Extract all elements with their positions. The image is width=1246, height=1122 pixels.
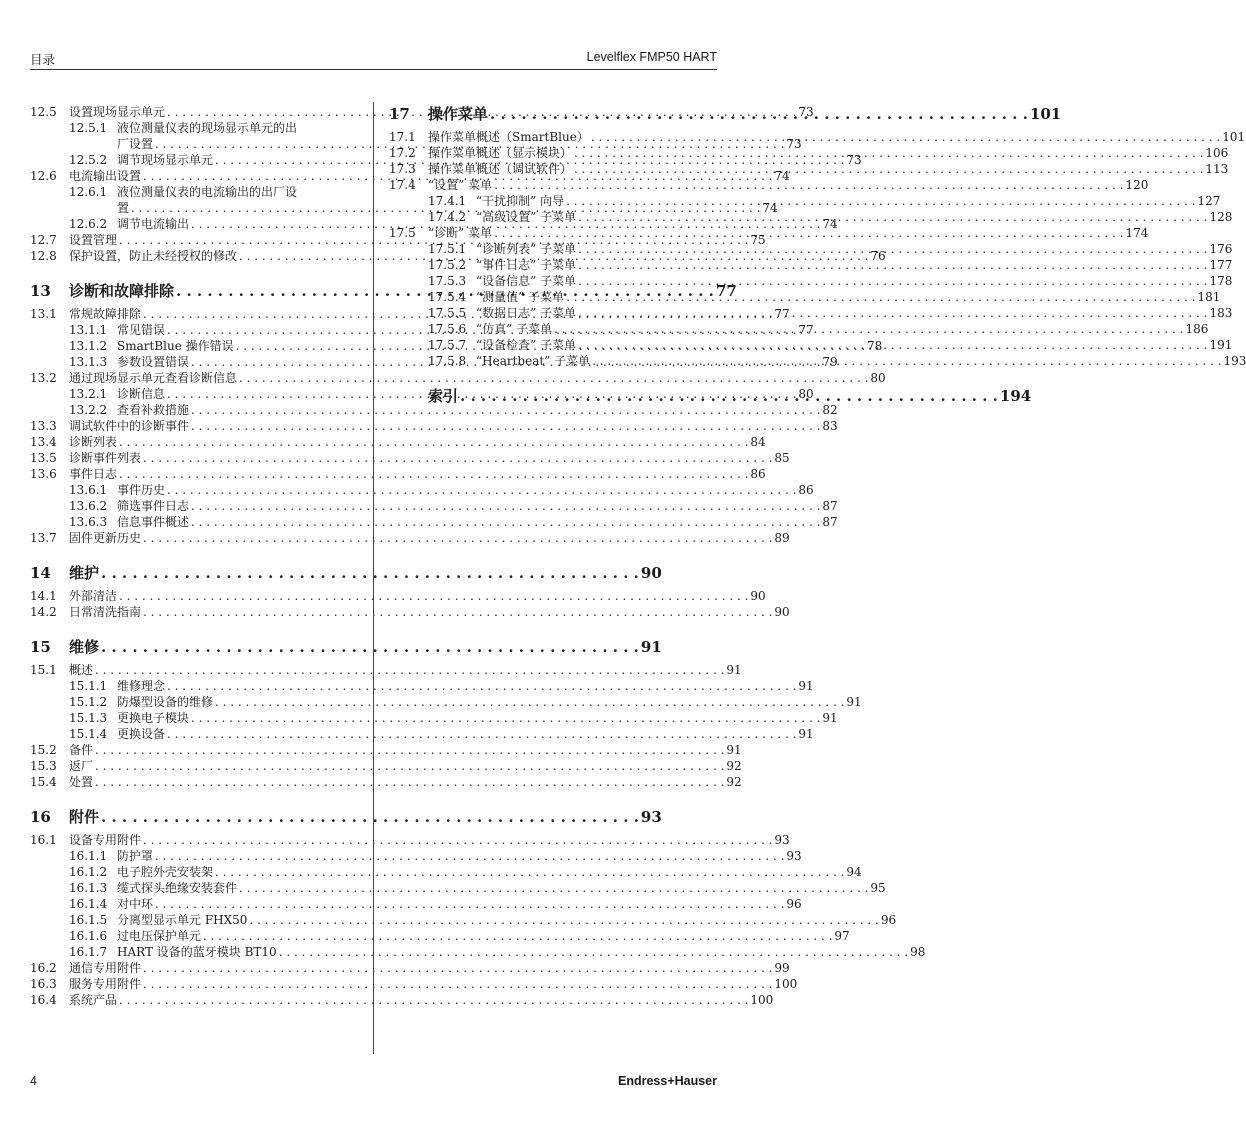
toc-leader-dots bbox=[93, 742, 726, 758]
toc-entry-title: 日常清洗指南 bbox=[69, 605, 142, 619]
toc-leader-dots bbox=[189, 514, 822, 530]
toc-entry-number: 13.6.1 bbox=[69, 483, 108, 497]
toc-entry-title: 维修理念 bbox=[117, 679, 166, 693]
toc-entry-title: HART 设备的蓝牙模块 BT10 bbox=[117, 945, 277, 959]
toc-entry-number: 17.5.8 bbox=[428, 354, 467, 368]
toc-page-number: 90 bbox=[640, 564, 662, 582]
toc-entry[interactable] bbox=[389, 209, 1233, 225]
toc-leader-dots bbox=[165, 726, 798, 742]
toc-page-number: 79 bbox=[822, 355, 838, 369]
toc-entry-title: “干扰抑制” 向导 bbox=[476, 194, 565, 208]
toc-entry-title: 诊断信息 bbox=[117, 387, 166, 401]
toc-page-number: 91 bbox=[726, 743, 742, 757]
toc-entry-number: 17.3 bbox=[389, 162, 416, 176]
toc-entry-number: 13.6.2 bbox=[69, 499, 108, 513]
toc-entry-title: 系统产品 bbox=[69, 993, 118, 1007]
toc-entry-number: 17.5.2 bbox=[428, 258, 467, 272]
toc-leader-dots bbox=[492, 177, 1125, 193]
toc-page-number: 89 bbox=[774, 531, 790, 545]
toc-page-number: 86 bbox=[798, 483, 814, 497]
toc-entry-number: 17.5.4 bbox=[428, 290, 467, 304]
toc-entry-title: 通信专用附件 bbox=[69, 961, 142, 975]
toc-entry-number: 15 bbox=[30, 638, 51, 656]
toc-entry[interactable] bbox=[389, 225, 1149, 241]
toc-leader-dots bbox=[576, 209, 1209, 225]
toc-entry[interactable] bbox=[30, 530, 790, 546]
toc-entry-number: 16.1.4 bbox=[69, 897, 108, 911]
toc-entry[interactable] bbox=[30, 896, 802, 912]
toc-page-number: 80 bbox=[870, 371, 886, 385]
toc-entry-title: 诊断和故障排除 bbox=[69, 282, 175, 300]
toc-page-number: 94 bbox=[846, 865, 862, 879]
toc-page-number: 77 bbox=[798, 323, 814, 337]
toc-leader-dots bbox=[572, 161, 1205, 177]
toc-entry-title: 更换电子模块 bbox=[117, 711, 190, 725]
toc-leader-dots bbox=[576, 273, 1209, 289]
toc-entry[interactable] bbox=[30, 944, 926, 960]
toc-entry-title: 设置管理 bbox=[69, 233, 118, 247]
toc-entry-title: “设备信息” 子菜单 bbox=[476, 274, 577, 288]
toc-entry-number: 17.4.1 bbox=[428, 194, 467, 208]
toc-entry[interactable] bbox=[30, 662, 742, 678]
toc-page-number: 86 bbox=[750, 467, 766, 481]
toc-entry-title: 设置现场显示单元 bbox=[69, 105, 166, 119]
toc-leader-dots bbox=[213, 694, 846, 710]
toc-entry-number: 13.6.3 bbox=[69, 515, 108, 529]
toc-leader-dots bbox=[141, 960, 774, 976]
toc-entry-number: 16 bbox=[30, 808, 51, 826]
toc-entry-number: 13.7 bbox=[30, 531, 57, 545]
toc-entry-title: 常见错误 bbox=[117, 323, 166, 337]
toc-leader-dots bbox=[576, 241, 1209, 257]
toc-entry-number: 15.3 bbox=[30, 759, 57, 773]
toc-leader-dots bbox=[141, 450, 774, 466]
toc-entry[interactable] bbox=[30, 992, 774, 1008]
toc-entry-number: 16.1.5 bbox=[69, 913, 108, 927]
toc-page-number: 191 bbox=[1209, 338, 1233, 352]
toc-page-number: 100 bbox=[750, 993, 774, 1007]
toc-entry-title: 液位测量仪表的电流输出的出厂设 bbox=[117, 185, 298, 199]
toc-entry-number: 14 bbox=[30, 564, 51, 582]
toc-page-number: 78 bbox=[867, 339, 883, 353]
toc-entry[interactable] bbox=[389, 193, 1221, 209]
toc-entry-number: 15.1.1 bbox=[69, 679, 108, 693]
toc-entry-title: 调节现场显示单元 bbox=[117, 153, 214, 167]
toc-page-number: 91 bbox=[798, 727, 814, 741]
toc-page-number: 91 bbox=[846, 695, 862, 709]
toc-leader-dots bbox=[117, 434, 750, 450]
toc-entry[interactable] bbox=[30, 514, 838, 530]
toc-entry[interactable] bbox=[30, 498, 838, 514]
toc-entry-title-cont: 置 bbox=[117, 201, 130, 215]
toc-entry-number: 17.5.7 bbox=[428, 338, 467, 352]
toc-entry-number: 17.5.6 bbox=[428, 322, 467, 336]
toc-page-number: 92 bbox=[726, 759, 742, 773]
toc-page-number: 93 bbox=[774, 833, 790, 847]
toc-entry[interactable] bbox=[30, 678, 814, 694]
toc-leader-dots bbox=[117, 588, 750, 604]
toc-entry-title: 分离型显示单元 FHX50 bbox=[117, 913, 248, 927]
toc-entry[interactable] bbox=[30, 928, 850, 944]
toc-page-number: 87 bbox=[822, 515, 838, 529]
toc-entry-title: 调试软件中的诊断事件 bbox=[69, 419, 190, 433]
toc-entry-number: 15.1 bbox=[30, 663, 57, 677]
toc-entry-number: 16.1.6 bbox=[69, 929, 108, 943]
toc-page-number: 93 bbox=[786, 849, 802, 863]
toc-page-number: 84 bbox=[750, 435, 766, 449]
toc-leader-dots bbox=[576, 257, 1209, 273]
toc-leader-dots bbox=[564, 193, 1197, 209]
toc-entry-title: “设备检查” 子菜单 bbox=[476, 338, 577, 352]
toc-entry-number: 16.1.3 bbox=[69, 881, 108, 895]
toc-page-number: 90 bbox=[774, 605, 790, 619]
toc-leader-dots bbox=[141, 976, 774, 992]
toc-entry[interactable] bbox=[30, 482, 814, 498]
toc-entry-title: 诊断事件列表 bbox=[69, 451, 142, 465]
toc-entry-number: 12.6.1 bbox=[69, 185, 108, 199]
toc-entry-title-cont: 厂设置 bbox=[117, 137, 154, 151]
toc-chapter-entry[interactable] bbox=[30, 563, 662, 583]
toc-entry-number: 17.5.5 bbox=[428, 306, 467, 320]
toc-entry[interactable] bbox=[30, 960, 790, 976]
toc-leader-dots bbox=[189, 710, 822, 726]
toc-page-number: 90 bbox=[750, 589, 766, 603]
toc-entry-number: 13.4 bbox=[30, 435, 57, 449]
toc-entry-number: 12.7 bbox=[30, 233, 57, 247]
toc-leader-dots bbox=[213, 864, 846, 880]
toc-entry[interactable] bbox=[30, 832, 790, 848]
toc-leader-dots bbox=[492, 225, 1125, 241]
toc-page-number: 181 bbox=[1197, 290, 1221, 304]
toc-entry-title: 缆式探头绝缘安装套件 bbox=[117, 881, 238, 895]
toc-entry[interactable] bbox=[30, 976, 798, 992]
toc-entry[interactable] bbox=[30, 710, 838, 726]
toc-page-number: 87 bbox=[822, 499, 838, 513]
toc-entry-title: 维护 bbox=[69, 564, 100, 582]
toc-entry-title: 设备专用附件 bbox=[69, 833, 142, 847]
toc-leader-dots bbox=[552, 321, 1185, 337]
brand-name: Endress+Hauser bbox=[617, 1074, 717, 1088]
toc-page-number: 77 bbox=[774, 307, 790, 321]
toc-entry-number: 17.2 bbox=[389, 146, 416, 160]
toc-entry-number: 12.5.1 bbox=[69, 121, 108, 135]
toc-entry-title: 查看补救措施 bbox=[117, 403, 190, 417]
toc-leader-dots bbox=[247, 912, 880, 928]
toc-leader-dots bbox=[93, 662, 726, 678]
toc-entry-number: 16.4 bbox=[30, 993, 57, 1007]
toc-entry-title: 返厂 bbox=[69, 759, 94, 773]
toc-leader-dots bbox=[277, 944, 910, 960]
toc-entry[interactable] bbox=[30, 588, 766, 604]
toc-entry-title: “Heartbeat” 子菜单 bbox=[476, 354, 591, 368]
toc-entry-title: 电流输出设置 bbox=[69, 169, 142, 183]
toc-entry-title: 电子腔外壳安装架 bbox=[117, 865, 214, 879]
toc-entry-number: 13.2.2 bbox=[69, 403, 108, 417]
toc-entry[interactable] bbox=[30, 774, 742, 790]
toc-page-number: 177 bbox=[1209, 258, 1233, 272]
toc-leader-dots bbox=[117, 466, 750, 482]
toc-entry-number: 15.1.2 bbox=[69, 695, 108, 709]
toc-leader-dots bbox=[141, 832, 774, 848]
toc-entry-number: 16.2 bbox=[30, 961, 57, 975]
toc-page-number: 113 bbox=[1205, 162, 1229, 176]
toc-page-number: 99 bbox=[774, 961, 790, 975]
toc-leader-dots bbox=[165, 482, 798, 498]
toc-entry-number: 13.2.1 bbox=[69, 387, 108, 401]
toc-leader-dots bbox=[201, 928, 834, 944]
toc-leader-dots bbox=[141, 530, 774, 546]
toc-leader-dots bbox=[189, 498, 822, 514]
toc-page-number: 96 bbox=[786, 897, 802, 911]
toc-entry-title: 筛选事件日志 bbox=[117, 499, 190, 513]
toc-page-number: 96 bbox=[880, 913, 897, 927]
toc-entry[interactable] bbox=[30, 418, 838, 434]
toc-entry-title: 参数设置错误 bbox=[117, 355, 190, 369]
toc-page-number: 76 bbox=[870, 249, 886, 263]
toc-entry-title: 通过现场显示单元查看诊断信息 bbox=[69, 371, 238, 385]
page-number: 4 bbox=[30, 1074, 37, 1088]
toc-entry-number: 16.3 bbox=[30, 977, 57, 991]
toc-entry-title: 防护罩 bbox=[117, 849, 154, 863]
toc-leader-dots bbox=[189, 418, 822, 434]
toc-leader-dots bbox=[237, 880, 870, 896]
toc-entry-title: 外部清洁 bbox=[69, 589, 118, 603]
header-section-title: 目录 bbox=[30, 53, 56, 67]
toc-entry[interactable] bbox=[30, 758, 742, 774]
toc-leader-dots bbox=[572, 145, 1205, 161]
toc-entry-title: “事件日志” 子菜单 bbox=[476, 258, 577, 272]
toc-entry-number: 13.1 bbox=[30, 307, 57, 321]
toc-page-number: 73 bbox=[846, 153, 862, 167]
toc-page-number: 120 bbox=[1125, 178, 1149, 192]
toc-leader-dots bbox=[93, 758, 726, 774]
toc-entry-number: 17.5.3 bbox=[428, 274, 467, 288]
toc-entry[interactable] bbox=[30, 694, 862, 710]
toc-entry-number: 17.5 bbox=[389, 226, 416, 240]
toc-page-number: 91 bbox=[640, 638, 662, 656]
toc-page-number: 74 bbox=[762, 201, 778, 215]
toc-page-number: 83 bbox=[822, 419, 838, 433]
toc-leader-dots bbox=[589, 129, 1222, 145]
toc-entry-number: 17 bbox=[389, 105, 410, 123]
toc-entry-number: 12.5 bbox=[30, 105, 57, 119]
toc-entry-number: 12.8 bbox=[30, 249, 57, 263]
toc-entry[interactable] bbox=[30, 864, 862, 880]
toc-chapter-entry[interactable] bbox=[30, 807, 662, 827]
toc-page-number: 178 bbox=[1209, 274, 1233, 288]
toc-page-number: 97 bbox=[834, 929, 850, 943]
toc-entry-number: 12.6.2 bbox=[69, 217, 108, 231]
toc-entry-title: 维修 bbox=[69, 638, 100, 656]
toc-entry-title: 备件 bbox=[69, 743, 94, 757]
toc-leader-dots bbox=[99, 563, 641, 583]
toc-entry[interactable] bbox=[389, 257, 1233, 273]
toc-entry[interactable] bbox=[30, 370, 886, 386]
toc-entry[interactable] bbox=[30, 466, 766, 482]
toc-page-number: 100 bbox=[774, 977, 798, 991]
toc-entry-title: 处置 bbox=[69, 775, 94, 789]
toc-entry-number: 16.1 bbox=[30, 833, 57, 847]
toc-leader-dots bbox=[93, 774, 726, 790]
toc-entry[interactable] bbox=[30, 726, 814, 742]
toc-entry-title: “诊断列表” 子菜单 bbox=[476, 242, 577, 256]
toc-entry-title: 固件更新历史 bbox=[69, 531, 142, 545]
toc-leader-dots bbox=[165, 678, 798, 694]
toc-leader-dots bbox=[590, 353, 1223, 369]
toc-entry-title: “仿真” 子菜单 bbox=[476, 322, 553, 336]
toc-entry-title: 操作菜单概述（显示模块） bbox=[428, 146, 573, 160]
toc-page-number: 92 bbox=[726, 775, 742, 789]
toc-page-number: 93 bbox=[640, 808, 662, 826]
toc-page-number: 91 bbox=[798, 679, 814, 693]
toc-page-number: 80 bbox=[798, 387, 814, 401]
toc-entry-title: “设置” 菜单 bbox=[428, 178, 493, 192]
toc-leader-dots bbox=[576, 305, 1209, 321]
toc-entry[interactable] bbox=[389, 241, 1233, 257]
toc-entry[interactable] bbox=[30, 880, 886, 896]
toc-entry[interactable] bbox=[30, 120, 358, 136]
toc-entry-title: 信息事件概述 bbox=[117, 515, 190, 529]
toc-entry[interactable] bbox=[30, 604, 790, 620]
toc-entry[interactable] bbox=[30, 450, 790, 466]
toc-entry[interactable] bbox=[389, 273, 1233, 289]
toc-page-number: 106 bbox=[1205, 146, 1229, 160]
toc-entry-title: 液位测量仪表的现场显示单元的出 bbox=[117, 121, 298, 135]
toc-leader-dots bbox=[153, 848, 786, 864]
toc-page-number: 91 bbox=[822, 711, 838, 725]
toc-entry-number: 15.2 bbox=[30, 743, 57, 757]
toc-page-number: 193 bbox=[1223, 354, 1246, 368]
toc-leader-dots bbox=[153, 896, 786, 912]
toc-entry-number: 17.4 bbox=[389, 178, 416, 192]
toc-entry-number: 15.1.4 bbox=[69, 727, 108, 741]
toc-page-number: 98 bbox=[910, 945, 926, 959]
toc-leader-dots bbox=[564, 289, 1197, 305]
toc-entry[interactable] bbox=[30, 848, 802, 864]
toc-entry-title: 索引 bbox=[428, 387, 459, 405]
toc-entry[interactable] bbox=[30, 912, 897, 928]
toc-entry-title: “数据日志” 子菜单 bbox=[476, 306, 577, 320]
toc-entry-title: 操作菜单 bbox=[428, 105, 489, 123]
toc-entry-title: 事件日志 bbox=[69, 467, 118, 481]
toc-entry-number: 16.1.7 bbox=[69, 945, 108, 959]
toc-entry-number: 13.2 bbox=[30, 371, 57, 385]
toc-entry-title: 诊断列表 bbox=[69, 435, 118, 449]
toc-entry-title: 事件历史 bbox=[117, 483, 166, 497]
toc-entry[interactable] bbox=[389, 177, 1149, 193]
toc-entry-title: 操作菜单概述（SmartBlue） bbox=[428, 130, 589, 144]
toc-leader-dots bbox=[141, 604, 774, 620]
toc-entry-number: 13.1.3 bbox=[69, 355, 108, 369]
toc-entry[interactable] bbox=[30, 742, 742, 758]
column-divider bbox=[373, 102, 374, 1054]
toc-page-number: 73 bbox=[798, 105, 814, 119]
toc-entry-number: 17.5.1 bbox=[428, 242, 467, 256]
toc-leader-dots bbox=[99, 807, 641, 827]
toc-entry-title: 过电压保护单元 bbox=[117, 929, 202, 943]
toc-entry-number: 13.1.1 bbox=[69, 323, 108, 337]
toc-page-number: 74 bbox=[774, 169, 790, 183]
toc-entry-number: 15.1.3 bbox=[69, 711, 108, 725]
toc-entry-title: 常规故障排除 bbox=[69, 307, 142, 321]
toc-entry-number: 13.5 bbox=[30, 451, 57, 465]
toc-entry-number: 16.1.2 bbox=[69, 865, 108, 879]
toc-page-number: 77 bbox=[715, 282, 737, 300]
toc-page-number: 74 bbox=[822, 217, 838, 231]
toc-entry-title: 防爆型设备的维修 bbox=[117, 695, 214, 709]
toc-entry[interactable] bbox=[30, 434, 766, 450]
toc-entry-number: 12.5.2 bbox=[69, 153, 108, 167]
toc-entry[interactable] bbox=[30, 184, 358, 200]
toc-leader-dots bbox=[99, 637, 641, 657]
toc-page-number: 73 bbox=[786, 137, 802, 151]
toc-page-number: 127 bbox=[1197, 194, 1221, 208]
toc-entry-number: 17.1 bbox=[389, 130, 416, 144]
toc-page-number: 82 bbox=[822, 403, 838, 417]
toc-entry-title: 调节电流输出 bbox=[117, 217, 190, 231]
toc-entry-number: 13.1.2 bbox=[69, 339, 108, 353]
toc-entry-title: SmartBlue 操作错误 bbox=[117, 339, 234, 353]
toc-entry-number: 13.3 bbox=[30, 419, 57, 433]
toc-page-number: 194 bbox=[999, 387, 1032, 405]
toc-page-number: 91 bbox=[726, 663, 742, 677]
toc-leader-dots bbox=[488, 104, 1030, 124]
toc-entry-number: 14.1 bbox=[30, 589, 57, 603]
toc-page-number: 183 bbox=[1209, 306, 1233, 320]
header-rule bbox=[30, 69, 717, 70]
toc-page-number: 101 bbox=[1222, 130, 1246, 144]
toc-entry-title: “诊断” 菜单 bbox=[428, 226, 493, 240]
toc-page-number: 101 bbox=[1029, 105, 1062, 123]
toc-leader-dots bbox=[117, 992, 750, 1008]
toc-chapter-entry[interactable] bbox=[30, 637, 662, 657]
toc-leader-dots bbox=[576, 337, 1209, 353]
toc-page-number: 75 bbox=[750, 233, 766, 247]
toc-page-number: 174 bbox=[1125, 226, 1149, 240]
header-product-name: Levelflex FMP50 HART bbox=[586, 50, 717, 64]
toc-entry-number: 12.6 bbox=[30, 169, 57, 183]
toc-entry-title: 附件 bbox=[69, 808, 100, 826]
toc-entry-title: 保护设置，防止未经授权的修改 bbox=[69, 249, 238, 263]
toc-entry-title: 操作菜单概述（调试软件） bbox=[428, 162, 573, 176]
toc-page-number: 186 bbox=[1185, 322, 1209, 336]
toc-entry-number: 16.1.1 bbox=[69, 849, 108, 863]
toc-entry-title: 概述 bbox=[69, 663, 94, 677]
toc-entry-number: 14.2 bbox=[30, 605, 57, 619]
toc-entry-number: 17.4.2 bbox=[428, 210, 467, 224]
toc-entry-title: “测量值” 子菜单 bbox=[476, 290, 565, 304]
toc-entry-title: “高级设置” 子菜单 bbox=[476, 210, 577, 224]
toc-page-number: 95 bbox=[870, 881, 886, 895]
toc-entry-title: 服务专用附件 bbox=[69, 977, 142, 991]
toc-entry[interactable] bbox=[30, 402, 838, 418]
toc-page-number: 128 bbox=[1209, 210, 1233, 224]
toc-entry-number: 15.4 bbox=[30, 775, 57, 789]
toc-entry-number: 13 bbox=[30, 282, 51, 300]
toc-entry-title: 对中环 bbox=[117, 897, 154, 911]
toc-page-number: 85 bbox=[774, 451, 790, 465]
toc-page-number: 176 bbox=[1209, 242, 1233, 256]
toc-entry-number: 13.6 bbox=[30, 467, 57, 481]
toc-leader-dots bbox=[458, 386, 1000, 406]
toc-entry-title: 更换设备 bbox=[117, 727, 166, 741]
